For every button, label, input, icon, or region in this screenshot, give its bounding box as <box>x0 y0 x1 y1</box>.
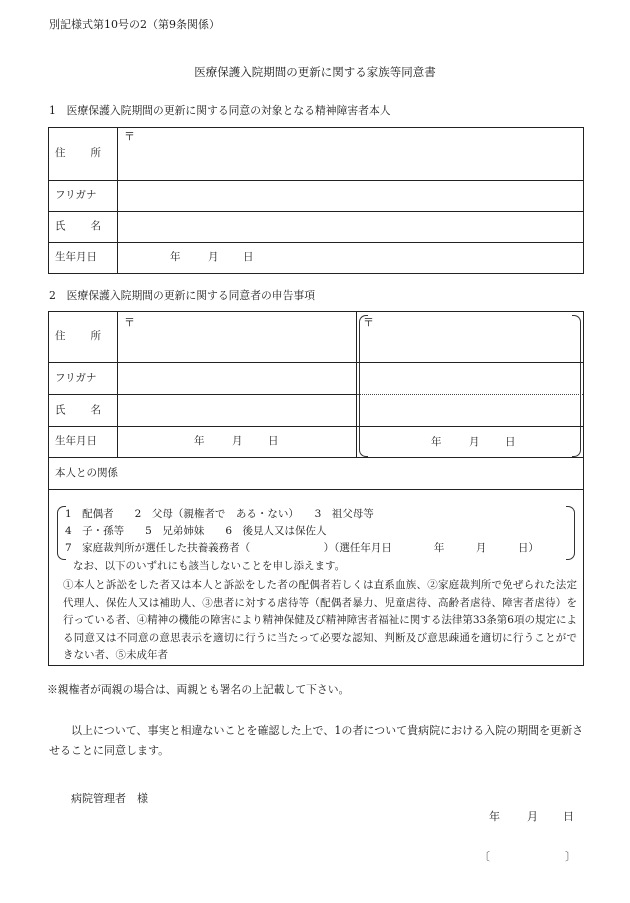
section2-address-field-1[interactable] <box>118 312 357 363</box>
dob2-month: 月 <box>469 436 480 448</box>
section2-furigana-label: フリガナ <box>49 363 118 395</box>
section1-dob-label: 生年月日 <box>49 243 118 274</box>
section2-name-label: 氏 名 <box>49 395 118 427</box>
postal-mark-icon: 〒 <box>124 316 135 329</box>
section1-name-field[interactable] <box>118 212 584 243</box>
form-number: 別記様式第10号の2（第9条関係） <box>49 18 220 31</box>
dob2-day: 日 <box>505 436 516 448</box>
dob-month: 月 <box>232 435 243 447</box>
postal-mark-icon: 〒 <box>124 130 135 143</box>
section1-furigana-field[interactable] <box>118 181 584 212</box>
section1-dob-field[interactable] <box>118 243 584 274</box>
section2-name-field[interactable] <box>118 395 357 427</box>
relation-label: 本人との関係 <box>49 458 584 490</box>
dob-year: 年 <box>194 435 205 447</box>
section2-table <box>48 311 584 666</box>
signature-field[interactable] <box>494 848 560 864</box>
section1-furigana-label: フリガナ <box>49 181 118 212</box>
section2-address-label: 住 所 <box>49 312 118 363</box>
section2-furigana-field[interactable] <box>118 363 357 395</box>
dob-day: 日 <box>268 435 279 447</box>
relation-option-3[interactable]: 7 家庭裁判所が選任した扶養義務者（ ）（選任年月日 年 月 日） <box>65 542 539 554</box>
parents-note: ※親権者が両親の場合は、両親とも署名の上記載して下さい。 <box>47 683 350 696</box>
dob-day: 日 <box>243 251 254 263</box>
relation-bracket-right <box>566 506 575 560</box>
relation-options-box <box>49 490 584 666</box>
section1-name-label: 氏 名 <box>49 212 118 243</box>
section1-table <box>48 127 584 274</box>
dob-month: 月 <box>208 251 219 263</box>
relation-option-2[interactable]: 4 子・孫等 5 兄弟姉妹 6 後見人又は保佐人 <box>65 525 327 537</box>
addressee: 病院管理者 様 <box>71 792 148 805</box>
sign-date-year: 年 <box>489 810 500 823</box>
sign-date-month: 月 <box>527 810 538 823</box>
relation-option-1[interactable]: 1 配偶者 2 父母（親権者で ある・ない） 3 祖父母等 <box>65 508 374 520</box>
section2-dob-label: 生年月日 <box>49 427 118 458</box>
section1-address-field[interactable] <box>118 128 584 181</box>
page-title: 医療保護入院期間の更新に関する家族等同意書 <box>194 65 436 79</box>
dob2-year: 年 <box>431 436 442 448</box>
declaration-text: なお、以下のいずれにも該当しないことを申し添えます。 <box>73 560 346 572</box>
section1-heading: 1 医療保護入院期間の更新に関する同意の対象となる精神障害者本人 <box>49 104 391 117</box>
exclusions-text: ①本人と訴訟をした者又は本人と訴訟をした者の配偶者若しくは直系血族、②家庭裁判所で免ぜられた法定代理人、保佐人又は補助人、③患者に対する虐待等（配偶者暴力、児童虐待、高齢者虐待、障害者虐待）を行っている者、④精神の機能の障害により精神保健及び精神障害者福祉に関する法律第33条第6項の規定による同意又は不同意の意思表示を適切に行うに当たって必要な認知、判断及び意思疎通を適切に行うことができない者、⑤未成年者 <box>63 579 577 661</box>
section1-address-label: 住 所 <box>49 128 118 181</box>
dob-year: 年 <box>170 251 181 263</box>
section2-dob-field[interactable] <box>118 427 357 458</box>
signature-bracket-left: 〔 <box>479 850 490 863</box>
sign-date-day: 日 <box>563 810 574 823</box>
bracket-left <box>359 315 368 457</box>
section2-heading: 2 医療保護入院期間の更新に関する同意者の申告事項 <box>49 289 315 302</box>
consent-text: 以上について、事実と相違ないことを確認した上で、1の者について貴病院における入院の期間を更新させることに同意します。 <box>49 724 584 757</box>
section2-second-consenter <box>357 312 584 458</box>
postal-mark-icon: 〒 <box>363 316 374 329</box>
signature-bracket-right: 〕 <box>565 850 576 863</box>
bracket-right <box>572 315 581 457</box>
